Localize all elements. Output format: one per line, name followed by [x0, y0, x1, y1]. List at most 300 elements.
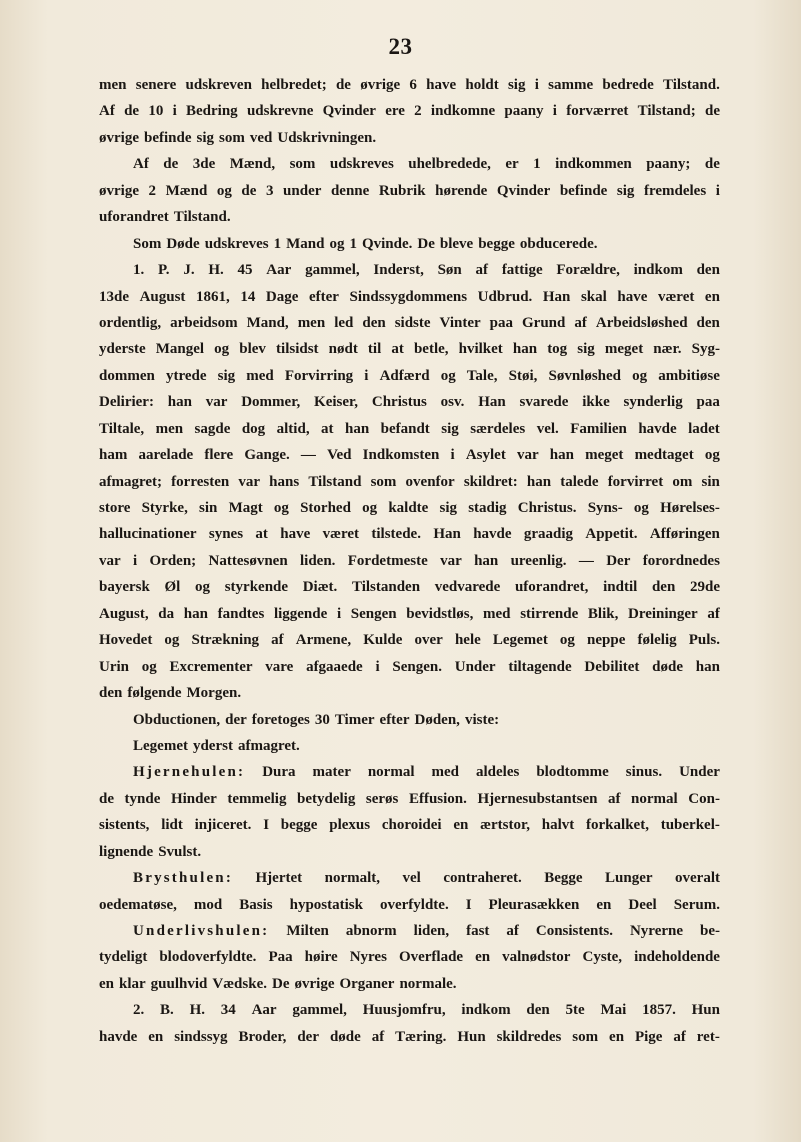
word: udskreves — [204, 235, 269, 252]
word: Mand — [286, 235, 325, 252]
word: tiltagende — [508, 658, 572, 675]
word: valnødstor — [502, 949, 571, 966]
word: Søvnløshed — [548, 367, 622, 384]
word: skal — [580, 288, 607, 305]
word: efter — [309, 288, 339, 305]
word: Forvirring — [284, 367, 354, 384]
word: vel. — [536, 420, 559, 437]
word: befinde — [143, 129, 192, 146]
word: tilsidst — [276, 341, 319, 358]
text-line — [99, 236, 720, 262]
word: helbredet; — [261, 77, 327, 93]
text-line — [99, 394, 720, 420]
word: Tilstand. — [173, 209, 231, 226]
word: obducerede. — [519, 235, 598, 252]
word: forværret — [566, 103, 629, 120]
text-line — [99, 1002, 720, 1028]
word: forkalket, — [586, 817, 649, 834]
word: den — [696, 262, 720, 279]
word: I — [465, 896, 472, 913]
text-line — [99, 103, 720, 129]
word: havde — [99, 1028, 138, 1045]
word: Gange. — [244, 447, 290, 464]
word: Qvinder — [322, 103, 376, 120]
word: lidt — [161, 817, 183, 834]
word: blodtomme — [536, 764, 609, 781]
word: sagde — [194, 420, 231, 437]
word: mod — [193, 896, 223, 913]
word: han — [344, 420, 370, 437]
word: i — [552, 103, 557, 120]
word: han — [167, 394, 192, 411]
word: Hinder — [170, 790, 217, 807]
word: paany — [504, 103, 544, 120]
word: Bedring — [186, 103, 238, 120]
word: abnorm — [345, 923, 397, 939]
word: Forældre, — [556, 262, 620, 279]
word: var — [99, 552, 121, 569]
section-heading: Brysthulen: — [133, 870, 234, 887]
word: den — [696, 314, 720, 331]
word: have — [280, 526, 311, 543]
word: over — [414, 632, 443, 649]
word: Syns- — [587, 500, 623, 516]
text-line — [99, 77, 720, 103]
word: en — [596, 896, 612, 913]
word: forvirret — [607, 473, 664, 490]
word: vel — [402, 870, 421, 887]
text-line — [99, 897, 720, 923]
word: contraheret. — [443, 870, 522, 887]
word: nødt — [328, 341, 358, 358]
word: synderlig — [623, 394, 683, 411]
word: lignende — [99, 843, 154, 860]
word: overfyldte. — [379, 896, 449, 913]
word: liden. — [300, 552, 336, 569]
word: Puls. — [688, 632, 720, 649]
word: indtil — [603, 579, 638, 596]
word: en — [475, 949, 491, 966]
word: Tilstand — [308, 473, 362, 490]
word: I — [263, 817, 270, 834]
word: sistents, — [99, 817, 150, 834]
word: senere — [135, 77, 177, 93]
word: paa — [489, 314, 513, 331]
word: døde — [329, 1028, 361, 1045]
word: Excrementer — [169, 658, 253, 675]
word: i — [364, 367, 369, 384]
word: 3 — [265, 182, 274, 199]
text-line — [99, 262, 720, 288]
text-line — [99, 289, 720, 315]
word: Asylet — [465, 447, 506, 464]
word: de — [705, 103, 720, 120]
word: de — [163, 156, 179, 173]
word: Storhed — [300, 500, 351, 516]
word: begge — [478, 235, 515, 252]
word: indeholdende — [634, 949, 720, 966]
word: Styrke, — [141, 500, 188, 516]
word: befandt — [380, 420, 430, 437]
text-line — [99, 976, 720, 1002]
word: Legemet — [492, 632, 548, 649]
word: af — [506, 923, 519, 939]
word: indkomne — [430, 103, 496, 120]
word: Familien — [570, 420, 627, 437]
word: var — [516, 447, 539, 464]
word: neppe — [587, 632, 626, 649]
text-line — [99, 1029, 720, 1055]
word: Dreininger — [627, 605, 698, 622]
word: en — [609, 1028, 625, 1045]
word: som — [572, 1028, 599, 1045]
word: med — [483, 605, 511, 622]
word: tilstede. — [371, 526, 421, 543]
word: høire — [304, 949, 338, 966]
word: fandtes — [217, 605, 265, 622]
word: øvrige — [99, 129, 139, 146]
word: at — [321, 420, 334, 437]
text-line — [99, 632, 720, 658]
word: 34 — [220, 1002, 236, 1019]
word: var — [205, 394, 228, 411]
word: Kulde — [363, 632, 403, 649]
word: i — [375, 658, 380, 675]
word: øvrige — [360, 77, 401, 93]
word: men — [297, 314, 326, 331]
word: Der — [606, 552, 631, 569]
text-line — [99, 368, 720, 394]
word: han — [549, 447, 574, 464]
word: Orden; — [149, 552, 197, 569]
word: men — [99, 77, 127, 93]
word: liggende — [273, 605, 328, 622]
word: Af — [133, 156, 149, 173]
word: og — [633, 500, 649, 516]
word: tuberkel- — [660, 817, 720, 834]
word: Han — [433, 526, 461, 543]
word: sig — [507, 77, 526, 93]
word: Delirier: — [99, 394, 154, 411]
word: ærtstor, — [480, 817, 530, 834]
word: sindssyg — [174, 1028, 228, 1045]
word: uforandret — [99, 209, 169, 226]
word: tydeligt — [99, 949, 148, 966]
word: Qvinde. — [361, 235, 413, 252]
word: Timer — [334, 711, 375, 728]
text-line — [99, 341, 720, 367]
word: 29de — [689, 579, 720, 596]
text-line — [99, 553, 720, 579]
word: Af — [99, 103, 115, 120]
word: be- — [700, 923, 720, 939]
word: Morgen. — [186, 685, 242, 702]
word: og — [559, 632, 575, 649]
word: og — [141, 658, 157, 675]
word: vedvarede — [434, 579, 501, 596]
word: yderst — [192, 737, 233, 754]
word: til — [367, 341, 382, 358]
word: Hjertet — [255, 870, 303, 887]
word: Nyrerne — [629, 923, 684, 939]
page-number: 23 — [388, 34, 413, 59]
word: Grund — [522, 314, 566, 331]
text-line — [99, 447, 720, 473]
word: Arbeidsløshed — [595, 314, 688, 331]
word: ham — [99, 447, 128, 464]
word: med — [431, 764, 459, 781]
word: og — [273, 500, 289, 516]
word: af — [673, 1028, 686, 1045]
word: Appetit. — [585, 526, 638, 543]
section-heading: Hjernehulen: — [133, 764, 246, 781]
word: Aar — [251, 1002, 277, 1019]
word: serøs — [365, 790, 399, 807]
word: hvilket — [458, 341, 503, 358]
word: Magt — [228, 500, 263, 516]
word: følelig — [637, 632, 677, 649]
word: Dommer, — [241, 394, 301, 411]
text-line — [99, 606, 720, 632]
word: Paa — [268, 949, 293, 966]
word: H. — [208, 262, 224, 279]
word: og — [216, 182, 232, 199]
word: Indkomsten — [362, 447, 440, 464]
word: led — [334, 314, 354, 331]
word: gammel, — [292, 1002, 347, 1019]
word: Svulst. — [158, 843, 202, 860]
word: medtaget — [634, 447, 694, 464]
word: Milten — [286, 923, 329, 939]
word: Tale, — [466, 367, 498, 384]
word: Cyste, — [582, 949, 623, 966]
word: Mænd — [165, 182, 208, 199]
word: oedematøse, — [99, 896, 177, 913]
word: bedrede — [602, 77, 654, 93]
text-line — [99, 500, 720, 526]
word: Vædske. — [212, 975, 267, 992]
word: aldeles — [475, 764, 520, 781]
word: af — [271, 632, 284, 649]
word: var — [440, 552, 462, 569]
word: store — [99, 500, 131, 516]
word: 10 — [148, 103, 164, 120]
word: af — [608, 790, 621, 807]
word: Strækning — [191, 632, 260, 649]
word: ytrede — [165, 367, 207, 384]
word: indkom — [633, 262, 683, 279]
word: i — [336, 605, 342, 622]
word: aarelade — [138, 447, 194, 464]
word: befinde — [559, 182, 608, 199]
word: temmelig — [227, 790, 287, 807]
word: Dage — [265, 288, 299, 305]
word: 6 — [409, 77, 417, 93]
word: overalt — [675, 870, 720, 887]
word: altid, — [276, 420, 310, 437]
text-line — [99, 844, 720, 870]
word: var — [238, 473, 261, 490]
text-line — [99, 659, 720, 685]
word: 30 — [314, 711, 330, 728]
word: Tiltale, — [99, 420, 145, 437]
word: afmagret. — [237, 737, 300, 754]
word: halvt — [541, 817, 575, 834]
word: da — [158, 605, 175, 622]
word: betydelig — [297, 790, 356, 807]
word: 2 — [148, 182, 157, 199]
word: 14 — [240, 288, 256, 305]
word: Debilitet — [584, 658, 640, 675]
word: ambitiøse — [658, 367, 720, 384]
word: i — [172, 103, 177, 120]
word: 1 — [349, 235, 357, 252]
word: 1861, — [196, 288, 230, 305]
word: Afføringen — [649, 526, 720, 543]
word: udskreves — [329, 156, 394, 173]
word: forresten — [171, 473, 230, 490]
word: Hørelses- — [660, 500, 720, 516]
word: de — [99, 790, 114, 807]
word: afmagret; — [99, 473, 163, 490]
word: ladet — [688, 420, 720, 437]
word: gammel, — [305, 262, 360, 279]
word: følgende — [127, 685, 182, 702]
word: og — [362, 500, 378, 516]
word: Syg- — [691, 341, 720, 358]
word: ovenfor — [405, 473, 455, 490]
word: i — [450, 447, 455, 464]
word: uforandret, — [514, 579, 589, 596]
word: men — [155, 420, 184, 437]
word: Lunger — [605, 870, 653, 887]
word: de — [124, 103, 140, 120]
word: ureenlig. — [510, 552, 567, 569]
word: om — [672, 473, 693, 490]
word: skildret: — [463, 473, 518, 490]
word: Udskrivningen. — [277, 129, 377, 146]
text-line — [99, 764, 720, 790]
word: have — [426, 77, 457, 93]
word: Ved — [327, 447, 352, 464]
word: choroidei — [381, 817, 442, 834]
word: de — [704, 156, 720, 173]
word: Begge — [544, 870, 583, 887]
word: øvrige — [99, 182, 139, 199]
word: 2. — [133, 1002, 145, 1019]
word: holdt — [465, 77, 499, 93]
text-line — [99, 685, 720, 711]
word: De — [417, 235, 435, 252]
word: Organer — [339, 975, 395, 992]
word: Hun — [691, 1002, 720, 1019]
word: hørende — [435, 182, 488, 199]
word: af — [475, 262, 489, 279]
text-line — [99, 526, 720, 552]
word: viste: — [464, 711, 500, 728]
body-text — [99, 77, 720, 1055]
word: yderste — [99, 341, 146, 358]
word: ret- — [696, 1028, 720, 1045]
word: fast — [466, 923, 490, 939]
word: sin — [199, 500, 218, 516]
word: været — [657, 288, 695, 305]
text-line — [99, 315, 720, 341]
word: Effusion. — [408, 790, 467, 807]
word: Basis — [239, 896, 273, 913]
word: injiceret. — [194, 817, 252, 834]
word: Keiser, — [314, 394, 359, 411]
word: Vinter — [439, 314, 481, 331]
word: en — [453, 817, 469, 834]
word: 5te — [565, 1002, 585, 1019]
word: Broder, — [238, 1028, 287, 1045]
word: hypostatisk — [289, 896, 363, 913]
word: Sindssygdommens — [349, 288, 468, 305]
word: afgaaede — [306, 658, 363, 675]
word: sig — [616, 182, 635, 199]
word: Con- — [688, 790, 720, 807]
word: der — [297, 1028, 320, 1045]
word: dog — [241, 420, 266, 437]
text-line — [99, 738, 720, 764]
word: den — [362, 314, 386, 331]
word: Aar — [266, 262, 292, 279]
word: Legemet — [133, 737, 188, 754]
word: havde — [638, 420, 677, 437]
word: hans — [269, 473, 300, 490]
word: paany; — [646, 156, 691, 173]
word: samme — [548, 77, 594, 93]
word: bevidstløs, — [406, 605, 474, 622]
word: udskrevne — [246, 103, 314, 120]
word: ikke — [582, 394, 610, 411]
word: som — [219, 129, 245, 146]
word: Hun — [457, 1028, 486, 1045]
word: ere — [385, 103, 405, 120]
word: Tilstand. — [662, 77, 720, 93]
word: under — [283, 182, 322, 199]
word: Sengen — [350, 605, 397, 622]
word: Udbrud. — [477, 288, 533, 305]
word: Øl — [164, 579, 181, 596]
word: med — [246, 367, 274, 384]
word: Inderst, — [373, 262, 424, 279]
word: August, — [99, 605, 149, 622]
text-line — [99, 209, 720, 235]
word: sig — [441, 420, 459, 437]
text-line — [99, 579, 720, 605]
word: — — [578, 552, 594, 569]
word: Pleurasækken — [488, 896, 580, 913]
word: Som — [133, 235, 162, 252]
word: indkom — [461, 1002, 511, 1019]
word: sinus. — [625, 764, 663, 781]
word: hallucinationer — [99, 526, 197, 543]
word: er — [505, 156, 519, 173]
word: han — [526, 473, 552, 490]
word: kaldte — [388, 500, 429, 516]
word: de — [335, 77, 351, 93]
text-line — [99, 474, 720, 500]
text-line — [99, 421, 720, 447]
word: normal — [631, 790, 678, 807]
word: Døde — [166, 235, 200, 252]
word: de — [241, 182, 257, 199]
word: sin — [701, 473, 720, 490]
word: — — [300, 447, 316, 464]
word: Qvinder — [496, 182, 551, 199]
